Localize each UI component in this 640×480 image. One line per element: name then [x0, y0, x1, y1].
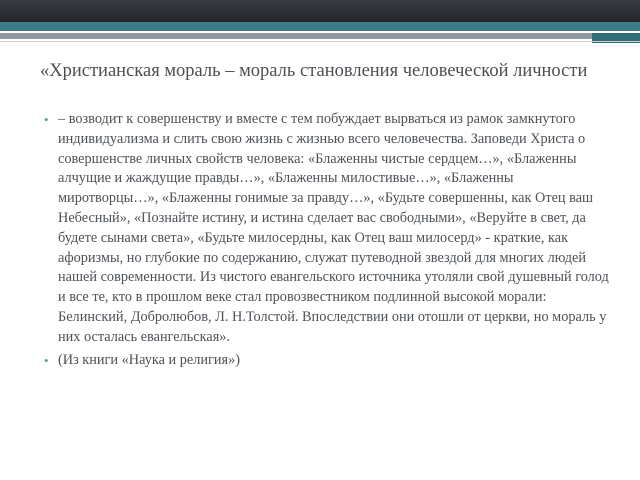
header-accent-line — [0, 41, 640, 42]
header-grey-bar — [0, 33, 640, 39]
bullet-icon: • — [44, 352, 49, 368]
bullet-icon: • — [44, 112, 49, 127]
bullet-item-quote — [44, 110, 612, 348]
header-teal-stripe — [0, 22, 640, 31]
bullet-list — [44, 110, 612, 373]
bullet-text: (Из книги «Наука и религия») — [58, 351, 241, 368]
slide-title: «Христианская мораль – мораль становления человеческой личности — [40, 61, 588, 81]
bullet-item-source — [44, 351, 612, 371]
bullet-text: – возводит к совершенству и вместе с тем побуждает вырваться из рамок замкнутого индивидуализма и слить свою жизнь с жизнью всего человечества. Заповеди Христа о совершенстве личных свойств человека: «Блаженны чистые сердцем…», «Блаженны алчущие и жаждущие правды…», «Блаженны милостивые…», «Блаженны миротворцы…», «Блаженны гонимые за правду…», «Будьте совершенны, как Отец ваш Небесный», «Познайте истину, и истина сделает вас свободными», «Веруйте в свет, да будете сынами света», «Будьте милосердны, как Отец ваш милосерд» - краткие, как афоризмы, но глубокие по содержанию, служат путеводной звездой для многих людей нашей современности. Из чистого евангельского источника утоляли свой душевный голод и все те, кто в прошлом веке стал провозвестником подлинной высокой морали: Белинский, Добролюбов, Л. Н.Толстой. Впоследствии они отошли от церкви, но мораль у них осталась евангельская». — [58, 111, 609, 345]
header-dark-band — [0, 0, 640, 22]
